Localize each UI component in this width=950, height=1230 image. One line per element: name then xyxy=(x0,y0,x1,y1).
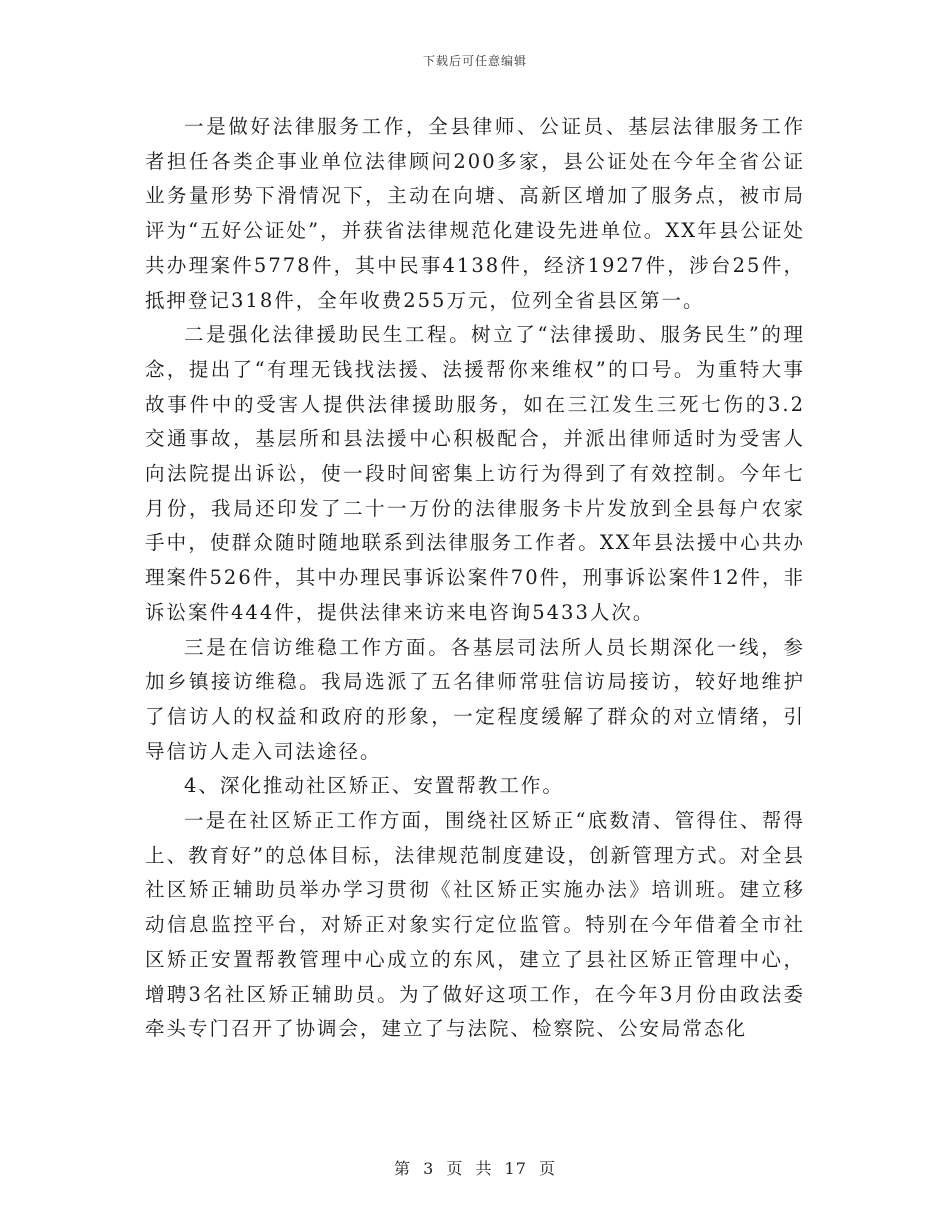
paragraph-community-correction: 一是在社区矫正工作方面，围绕社区矫正“底数清、管得住、帮得上、教育好”的总体目标，法律规范制度建设，创新管理方式。对全县社区矫正辅助员举办学习贯彻《社区矫正实施办法》培训班。建立移动信息监控平台，对矫正对象实行定位监管。特别在今年借着全市社区矫正安置帮教管理中心成立的东风，建立了县社区矫正管理中心，增聘3名社区矫正辅助员。为了做好这项工作，在今年3月份由政法委牵头专门召开了协调会，建立了与法院、检察院、公安局常态化 xyxy=(145,809,805,1041)
page-number-footer: 第 3 页 共 17 页 xyxy=(394,1159,556,1178)
section-heading-community-correction: 4、深化推动社区矫正、安置帮教工作。 xyxy=(184,774,564,798)
paragraph-legal-services: 一是做好法律服务工作，全县律师、公证员、基层法律服务工作者担任各类企事业单位法律顾问200多家，县公证处在今年全省公证业务量形势下滑情况下，主动在向塘、高新区增加了服务点，被市局评为“五好公证处”，并获省法律规范化建设先进单位。XX年县公证处共办理案件5778件，其中民事4138件，经济1927件，涉台25件，抵押登记318件，全年收费255万元，位列全省县区第一。 xyxy=(145,115,805,312)
page-header: 下载后可任意编辑 xyxy=(422,54,527,68)
paragraph-legal-aid: 二是强化法律援助民生工程。树立了“法律援助、服务民生”的理念，提出了“有理无钱找法援、法援帮你来维权”的口号。为重特大事故事件中的受害人提供法律援助服务，如在三江发生三死七伤的3.2交通事故，基层所和县法援中心积极配合，并派出律师适时为受害人向法院提出诉讼，使一段时间密集上访行为得到了有效控制。今年七月份，我局还印发了二十一万份的法律服务卡片发放到全县每户农家手中，使群众随时随地联系到法律服务工作者。XX年县法援中心共办理案件526件，其中办理民事诉讼案件70件，刑事诉讼案件12件，非诉讼案件444件，提供法律来访来电咨询5433人次。 xyxy=(145,323,805,624)
paragraph-petition-stability: 三是在信访维稳工作方面。各基层司法所人员长期深化一线，参加乡镇接访维稳。我局选派了五名律师常驻信访局接访，较好地维护了信访人的权益和政府的形象，一定程度缓解了群众的对立情绪，引导信访人走入司法途径。 xyxy=(145,635,805,763)
document-body xyxy=(145,110,805,1047)
